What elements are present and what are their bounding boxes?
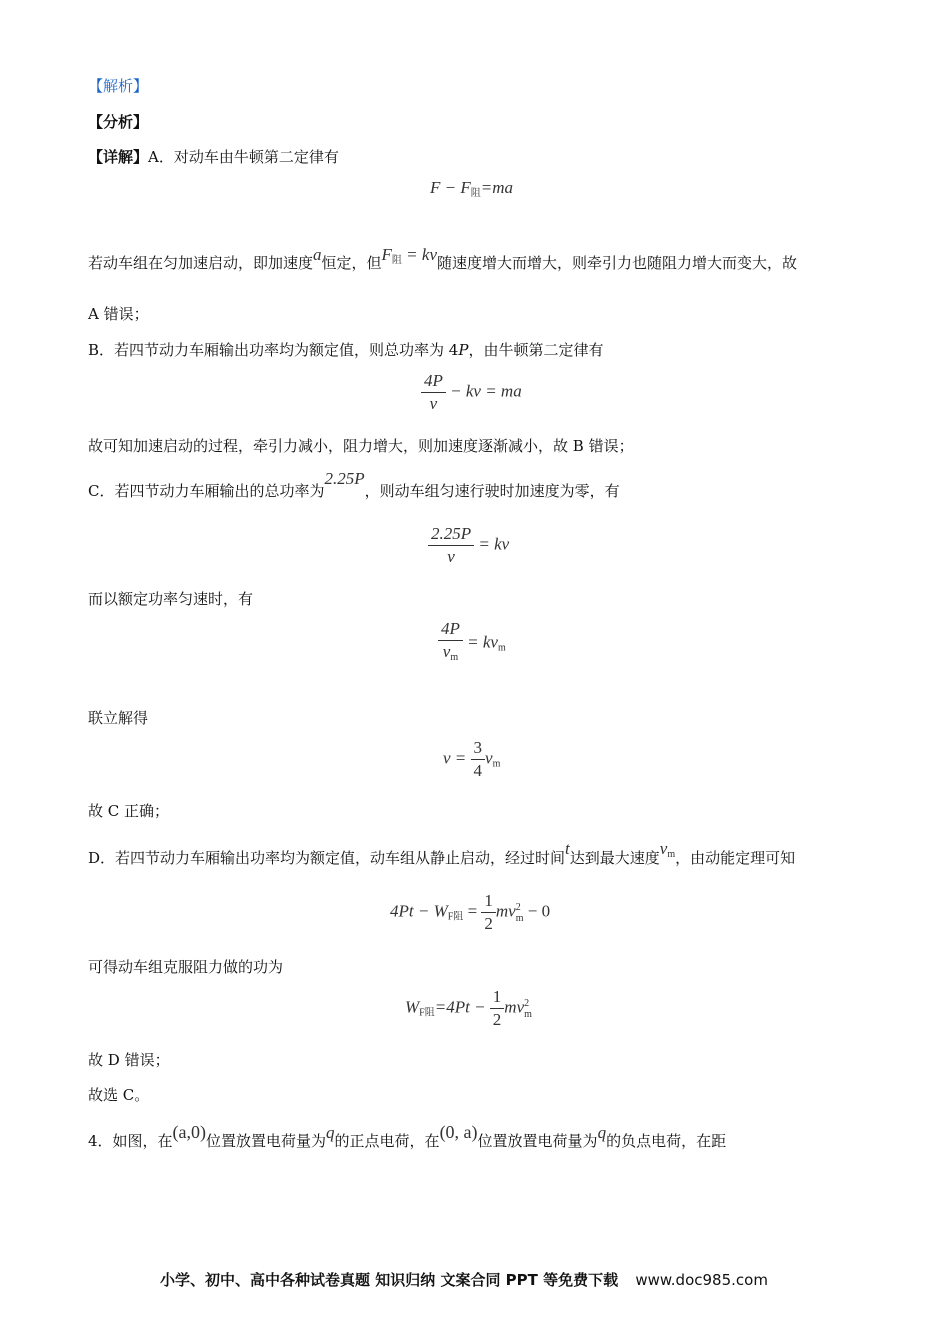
a-line1-zu: 阻 xyxy=(391,255,402,266)
eq5-m: m xyxy=(492,758,501,770)
para-b-intro xyxy=(88,339,603,360)
eq6-tail: − 0 xyxy=(527,901,551,921)
para-a-line2: A 错误； xyxy=(88,305,149,323)
para-a-intro xyxy=(88,146,339,167)
d-vm-symbol: v xyxy=(659,839,668,858)
para-b-concl: 故可知加速启动的过程，牵引力减小，阻力增大，则加速度逐渐减小，故 B 错误； xyxy=(88,437,634,455)
eq5-den: 4 xyxy=(473,761,483,780)
eq6-m: m xyxy=(515,912,524,924)
equation-c2 xyxy=(438,618,506,669)
eq1-zu: 阻 xyxy=(470,188,481,199)
para-d-work: 可得动车组克服阻力做的功为 xyxy=(88,958,284,976)
eq7-half-den: 2 xyxy=(492,1010,502,1029)
q4-post: 的负点电荷，在距 xyxy=(606,1132,727,1150)
eq4-rest: = kv xyxy=(467,632,498,652)
footer-text: 小学、初中、高中各种试卷真题 知识归纳 文案合同 PPT 等免费下载 xyxy=(160,1271,619,1289)
eq4-den-m: m xyxy=(450,652,459,663)
equation-c3 xyxy=(443,737,500,782)
d-t-symbol: t xyxy=(565,839,570,858)
a-line1-mid: 恒定，但 xyxy=(321,254,382,272)
eq5-v: v xyxy=(485,748,493,768)
eq6-half-num: 1 xyxy=(481,890,496,913)
eq1-lhs: F − F xyxy=(430,178,471,197)
b-intro-end: ，由牛顿第二定律有 xyxy=(468,341,604,359)
eq7-mv: mv xyxy=(504,997,525,1017)
equation-b xyxy=(421,370,522,415)
eq2-den: v xyxy=(429,394,438,413)
eq3-den: v xyxy=(447,547,455,566)
a-line1-pre: 若动车组在匀加速启动，即加速度 xyxy=(88,254,314,272)
equation-d2 xyxy=(405,986,532,1031)
eq7-half-num: 1 xyxy=(490,986,505,1009)
c-intro-post: ，则动车组匀速行驶时加速度为零，有 xyxy=(364,482,620,500)
eq1-rhs: =ma xyxy=(480,178,513,197)
question-4 xyxy=(88,1122,727,1151)
eq6-sq: 2 xyxy=(515,901,521,913)
eq4-num: 4P xyxy=(438,618,463,641)
eq6-half-den: 2 xyxy=(484,914,493,933)
eq5-num: 3 xyxy=(471,737,486,760)
para-a-line1: 若动车组在匀加速启动，即加速度a恒定，但$F_阻$ = kv随速度增大而增大，则牵引力也随阻力增大而变大，故 xyxy=(88,245,797,272)
eq2-rest: − kv = ma xyxy=(450,381,522,401)
xiangjie-label: 【详解】 xyxy=(88,148,149,166)
para-c-solve: 联立解得 xyxy=(88,709,149,727)
eq6-fzu: F阻 xyxy=(447,911,464,923)
para-c-concl: 故 C 正确； xyxy=(88,802,170,820)
eq6-lhs: 4Pt − W xyxy=(390,901,448,921)
equation-c1 xyxy=(428,523,509,568)
eq3-rest: = kv xyxy=(478,534,510,554)
para-d-concl: 故 D 错误； xyxy=(88,1051,170,1069)
eq7-mid: =4Pt − xyxy=(434,997,486,1017)
b-intro-p: P xyxy=(458,341,469,359)
q4-pre: 4．如图，在 xyxy=(88,1132,173,1150)
eq4-rest-m: m xyxy=(497,642,506,654)
a-intro-text: A．对动车由牛顿第二定律有 xyxy=(148,148,339,166)
answer-line: 故选 C。 xyxy=(88,1086,150,1104)
q4-point2: (0, a) xyxy=(439,1122,478,1142)
eq7-sq: 2 xyxy=(524,997,530,1009)
eq7-m: m xyxy=(524,1008,532,1020)
q4-mid2: 的正点电荷，在 xyxy=(334,1132,440,1150)
fenxi-label: 【分析】 xyxy=(88,113,149,131)
footer-url[interactable]: www.doc985.com xyxy=(635,1271,768,1289)
d-intro-pre: D．若四节动力车厢输出功率均为额定值，动车组从静止启动，经过时间 xyxy=(88,849,566,867)
eq7-w: W xyxy=(405,997,420,1017)
equation-newton-a xyxy=(430,178,513,199)
d-vm-m: m xyxy=(667,849,676,860)
para-c-rated: 而以额定功率匀速时，有 xyxy=(88,590,254,608)
footer xyxy=(160,1269,768,1290)
eq6-mv: mv xyxy=(495,901,516,921)
d-intro-mid: 达到最大速度 xyxy=(569,849,660,867)
a-line1-kv: = kv xyxy=(406,245,437,264)
jiexi-label: 【解析】 xyxy=(88,77,149,95)
para-d-intro xyxy=(88,839,796,869)
d-intro-post: ，由动能定理可知 xyxy=(675,849,796,867)
a-symbol: a xyxy=(313,245,322,264)
q4-q1: q xyxy=(326,1123,335,1142)
equation-d1 xyxy=(390,890,550,935)
eq3-num: 2.25P xyxy=(428,523,474,546)
a-line1-post: 随速度增大而增大，则牵引力也随阻力增大而变大，故 xyxy=(436,254,797,272)
eq2-num: 4P xyxy=(421,370,446,393)
para-c-intro xyxy=(88,469,620,501)
q4-mid3: 位置放置电荷量为 xyxy=(477,1132,598,1150)
eq5-lhs: v = xyxy=(443,748,467,768)
eq7-fzu: F阻 xyxy=(419,1007,435,1019)
c-intro-pre: C．若四节动力车厢输出的总功率为 xyxy=(88,482,325,500)
q4-mid1: 位置放置电荷量为 xyxy=(206,1132,327,1150)
c-power: 2.25P xyxy=(324,469,365,488)
q4-point1: (a,0) xyxy=(172,1122,207,1142)
q4-q2: q xyxy=(597,1123,607,1142)
eq4-den: v xyxy=(442,642,451,661)
b-intro-text: B．若四节动力车厢输出功率均为额定值，则总功率为 4 xyxy=(88,341,459,359)
eq6-eq: = xyxy=(467,901,478,921)
